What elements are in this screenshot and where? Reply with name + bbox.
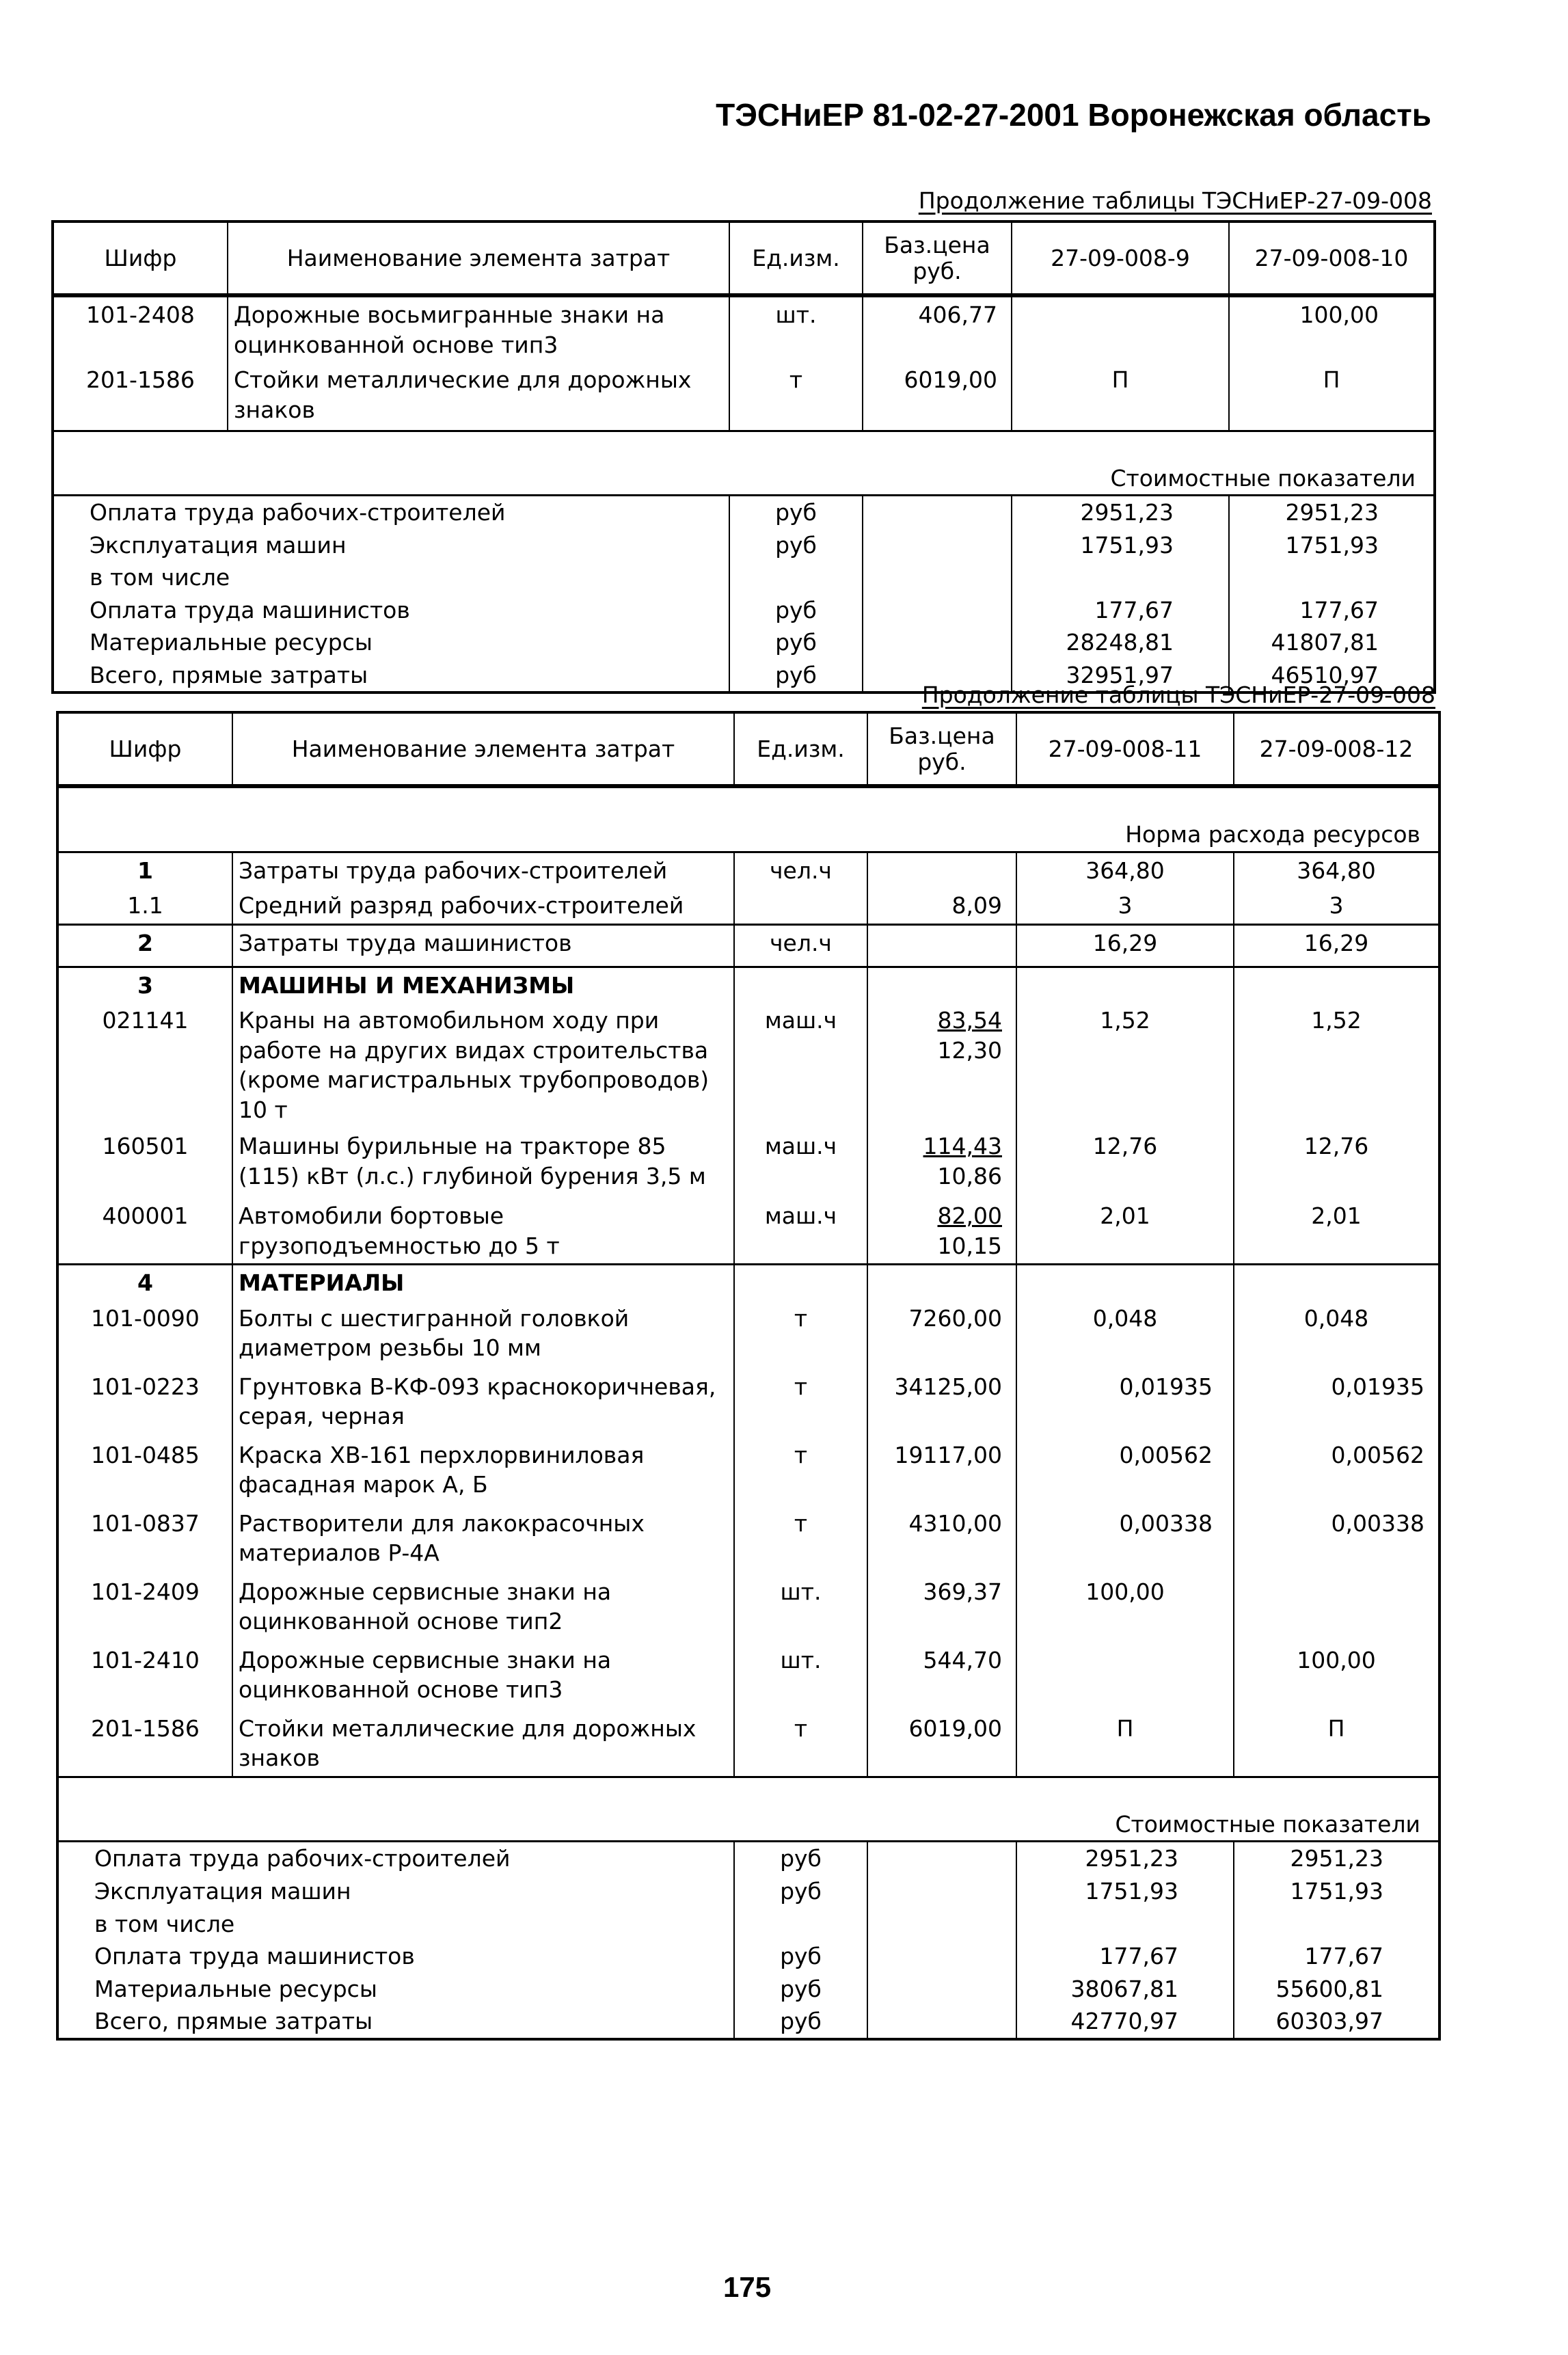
section-label-row <box>57 786 1439 852</box>
summary-variant-b: 55600,81 <box>1275 1975 1383 2002</box>
cell-code: 101-2409 <box>57 1574 232 1643</box>
cell-name: Средний разряд рабочих-строителей <box>232 888 734 924</box>
cell-unit: т <box>734 1506 867 1574</box>
cell-code: 1 <box>57 852 232 888</box>
cell-variant-b: 2,01 <box>1311 1202 1362 1230</box>
col-header-unit: Ед.изм. <box>734 712 867 786</box>
summary-name: Оплата труда рабочих-строителей <box>53 496 729 529</box>
cell-code: 2 <box>57 924 232 967</box>
table-row <box>57 888 1439 924</box>
summary-unit: руб <box>734 1973 867 2006</box>
resource-table-2 <box>56 711 1441 2041</box>
summary-row <box>57 1908 1439 1941</box>
table2-caption: Продолжение таблицы ТЭСНиЕР-27-09-008 <box>921 682 1435 708</box>
cell-unit: маш.ч <box>734 1129 867 1198</box>
summary-row <box>53 529 1435 562</box>
summary-name: Оплата труда машинистов <box>53 594 729 627</box>
cell-variant-a: 100,00 <box>1016 1574 1234 1643</box>
cell-variant-b <box>1234 1574 1439 1643</box>
section-label-row <box>57 1777 1439 1842</box>
summary-row <box>53 561 1435 594</box>
cell-unit: шт. <box>734 1574 867 1643</box>
cell-variant-b: 16,29 <box>1234 924 1439 967</box>
cell-variant-b: 100,00 <box>1299 301 1379 328</box>
summary-row <box>53 594 1435 627</box>
cell-variant-a <box>1016 1643 1234 1711</box>
summary-variant-b: 2951,23 <box>1285 499 1379 526</box>
summary-unit: руб <box>734 1875 867 1908</box>
cell-price: 6019,00 <box>863 362 1012 431</box>
table-row <box>57 1574 1439 1643</box>
summary-name: в том числе <box>53 561 729 594</box>
cell-name: Дорожные сервисные знаки на оцинкованной основе тип3 <box>232 1643 734 1711</box>
summary-name: Эксплуатация машин <box>57 1875 734 1908</box>
cell-variant-a: 0,048 <box>1016 1301 1234 1369</box>
cell-variant-a: 0,00562 <box>1016 1438 1234 1506</box>
summary-variant-b: 46510,97 <box>1271 661 1379 688</box>
summary-name: Всего, прямые затраты <box>53 659 729 693</box>
summary-row <box>53 626 1435 659</box>
summary-unit: руб <box>729 626 863 659</box>
cell-variant-a: 12,76 <box>1016 1129 1234 1198</box>
cell-price: 6019,00 <box>867 1711 1016 1777</box>
summary-name: Материальные ресурсы <box>53 626 729 659</box>
cell-price <box>867 924 1016 967</box>
table-row <box>57 1198 1439 1265</box>
cell-variant-b: 364,80 <box>1297 857 1376 884</box>
table-row <box>57 1301 1439 1369</box>
cell-variant-a: 1,52 <box>1016 1003 1234 1129</box>
col-header-price: Баз.цена руб. <box>863 221 1012 295</box>
summary-name: Эксплуатация машин <box>53 529 729 562</box>
price-total: 83,54 <box>937 1007 1002 1034</box>
cell-variant-b: 3 <box>1329 892 1344 919</box>
table-header-row <box>57 712 1439 786</box>
summary-name: Материальные ресурсы <box>57 1973 734 2006</box>
cell-price: 7260,00 <box>867 1301 1016 1369</box>
cell-price <box>867 1198 1016 1265</box>
section-label-row <box>53 431 1435 496</box>
cell-code: 160501 <box>57 1129 232 1198</box>
summary-variant-a: 177,67 <box>1016 1940 1234 1973</box>
price-wage: 12,30 <box>937 1036 1002 1064</box>
cell-variant-a <box>1012 295 1229 362</box>
col-header-variant-a: 27-09-008-11 <box>1016 712 1234 786</box>
table-row <box>57 1129 1439 1198</box>
section-label-cost-indicators: Стоимостные показатели <box>57 1777 1439 1842</box>
table-row <box>53 295 1435 362</box>
section-label-resource-norm: Норма расхода ресурсов <box>57 786 1439 852</box>
col-header-name: Наименование элемента затрат <box>228 221 729 295</box>
col-header-price: Баз.цена руб. <box>867 712 1016 786</box>
table-row <box>57 1711 1439 1777</box>
cell-code: 101-2408 <box>53 295 228 362</box>
cell-unit: маш.ч <box>734 1198 867 1265</box>
summary-unit: руб <box>734 2005 867 2039</box>
cell-price: 544,70 <box>867 1643 1016 1711</box>
cell-price <box>867 852 1016 888</box>
cell-name: Стойки металлические для дорожных знаков <box>232 1711 734 1777</box>
section-code: 3 <box>57 967 232 1003</box>
section-label-cost-indicators: Стоимостные показатели <box>53 431 1435 496</box>
summary-variant-a: 177,67 <box>1012 594 1229 627</box>
cell-variant-b: 0,00338 <box>1331 1509 1424 1537</box>
summary-variant-a: 42770,97 <box>1016 2005 1234 2039</box>
table-row <box>57 924 1439 967</box>
cell-variant-a: 16,29 <box>1016 924 1234 967</box>
table-row <box>57 1369 1439 1438</box>
cell-price <box>867 1003 1016 1129</box>
cell-unit: т <box>734 1369 867 1438</box>
cell-code: 400001 <box>57 1198 232 1265</box>
section-title: МАТЕРИАЛЫ <box>232 1265 734 1301</box>
summary-name: в том числе <box>57 1908 734 1941</box>
cell-unit: маш.ч <box>734 1003 867 1129</box>
section-heading-materials <box>57 1265 1439 1301</box>
summary-name: Всего, прямые затраты <box>57 2005 734 2039</box>
col-header-variant-a: 27-09-008-9 <box>1012 221 1229 295</box>
price-total: 82,00 <box>937 1202 1002 1230</box>
cell-price: 8,09 <box>867 888 1016 924</box>
cell-unit: т <box>734 1711 867 1777</box>
cell-variant-a: П <box>1012 362 1229 431</box>
cell-name: Грунтовка В-КФ-093 краснокоричневая, серая, черная <box>232 1369 734 1438</box>
cell-variant-b: 12,76 <box>1303 1133 1369 1160</box>
summary-row <box>57 1973 1439 2006</box>
summary-variant-a: 38067,81 <box>1016 1973 1234 2006</box>
summary-row <box>53 496 1435 529</box>
resource-table-1 <box>51 220 1436 694</box>
col-header-name: Наименование элемента затрат <box>232 712 734 786</box>
cell-code: 101-2410 <box>57 1643 232 1711</box>
summary-row-total <box>57 2005 1439 2039</box>
col-header-unit: Ед.изм. <box>729 221 863 295</box>
price-wage: 10,15 <box>937 1232 1002 1259</box>
section-heading-machines <box>57 967 1439 1003</box>
section-title: МАШИНЫ И МЕХАНИЗМЫ <box>232 967 734 1003</box>
cell-price: 19117,00 <box>867 1438 1016 1506</box>
summary-variant-b: 60303,97 <box>1275 2008 1383 2035</box>
summary-unit: руб <box>729 529 863 562</box>
cell-code: 101-0485 <box>57 1438 232 1506</box>
cell-variant-a: П <box>1016 1711 1234 1777</box>
cell-unit: шт. <box>734 1643 867 1711</box>
cell-name: Растворители для лакокрасочных материалов Р-4А <box>232 1506 734 1574</box>
table-header-row <box>53 221 1435 295</box>
col-header-code: Шифр <box>57 712 232 786</box>
summary-variant-b: 177,67 <box>1304 1943 1383 1970</box>
cell-code: 021141 <box>57 1003 232 1129</box>
cell-name: Болты с шестигранной головкой диаметром резьбы 10 мм <box>232 1301 734 1369</box>
table-row <box>57 852 1439 888</box>
summary-unit: руб <box>734 1940 867 1973</box>
summary-variant-b: 1751,93 <box>1290 1878 1383 1905</box>
col-header-variant-b: 27-09-008-10 <box>1229 221 1435 295</box>
summary-variant-b: 1751,93 <box>1285 531 1379 559</box>
cell-price: 34125,00 <box>867 1369 1016 1438</box>
cell-code: 101-0837 <box>57 1506 232 1574</box>
cell-code: 101-0090 <box>57 1301 232 1369</box>
summary-unit: руб <box>729 496 863 529</box>
col-header-code: Шифр <box>53 221 228 295</box>
cell-variant-a: 0,01935 <box>1016 1369 1234 1438</box>
summary-row <box>57 1842 1439 1875</box>
cell-variant-b: 0,048 <box>1303 1304 1369 1332</box>
summary-name: Оплата труда рабочих-строителей <box>57 1842 734 1875</box>
summary-variant-a: 1751,93 <box>1012 529 1229 562</box>
summary-variant-b: 41807,81 <box>1271 629 1379 656</box>
cell-variant-b: П <box>1327 1714 1345 1742</box>
table-row <box>57 1438 1439 1506</box>
table1-caption: Продолжение таблицы ТЭСНиЕР-27-09-008 <box>918 187 1432 214</box>
summary-variant-a: 28248,81 <box>1012 626 1229 659</box>
cell-variant-a: 0,00338 <box>1016 1506 1234 1574</box>
table-row <box>57 1506 1439 1574</box>
cell-code: 201-1586 <box>53 362 228 431</box>
cell-unit: т <box>729 362 863 431</box>
cell-code: 101-0223 <box>57 1369 232 1438</box>
summary-variant-a: 32951,97 <box>1012 659 1229 693</box>
cell-price: 369,37 <box>867 1574 1016 1643</box>
cell-variant-b: П <box>1323 366 1340 394</box>
cell-code: 201-1586 <box>57 1711 232 1777</box>
cell-unit <box>734 888 867 924</box>
table-row <box>53 362 1435 431</box>
cell-unit: чел.ч <box>734 852 867 888</box>
summary-name: Оплата труда машинистов <box>57 1940 734 1973</box>
page-number: 175 <box>723 2271 772 2303</box>
cell-price: 4310,00 <box>867 1506 1016 1574</box>
cell-variant-b: 0,01935 <box>1331 1373 1424 1400</box>
cell-name: Стойки металлические для дорожных знаков <box>228 362 729 431</box>
price-total: 114,43 <box>923 1133 1002 1160</box>
cell-name: Затраты труда машинистов <box>232 924 734 967</box>
table-row <box>57 1643 1439 1711</box>
cell-variant-b: 1,52 <box>1311 1007 1362 1034</box>
col-header-variant-b: 27-09-008-12 <box>1234 712 1439 786</box>
cell-unit: т <box>734 1301 867 1369</box>
cell-price: 406,77 <box>863 295 1012 362</box>
cell-price <box>867 1129 1016 1198</box>
summary-row <box>57 1875 1439 1908</box>
summary-unit: руб <box>729 594 863 627</box>
cell-name: Машины бурильные на тракторе 85 (115) кВт (л.с.) глубиной бурения 3,5 м <box>232 1129 734 1198</box>
summary-row <box>57 1940 1439 1973</box>
cell-unit: т <box>734 1438 867 1506</box>
cell-variant-a: 364,80 <box>1016 852 1234 888</box>
table-row <box>57 1003 1439 1129</box>
summary-variant-a: 2951,23 <box>1016 1842 1234 1875</box>
summary-unit: руб <box>729 659 863 693</box>
cell-name: Краны на автомобильном ходу при работе на других видах строительства (кроме магистральных трубопроводов) 10 т <box>232 1003 734 1129</box>
section-code: 4 <box>57 1265 232 1301</box>
cell-variant-a: 2,01 <box>1016 1198 1234 1265</box>
cell-name: Затраты труда рабочих-строителей <box>232 852 734 888</box>
cell-variant-a: 3 <box>1016 888 1234 924</box>
cell-name: Дорожные сервисные знаки на оцинкованной основе тип2 <box>232 1574 734 1643</box>
cell-code: 1.1 <box>57 888 232 924</box>
cell-name: Дорожные восьмигранные знаки на оцинкованной основе тип3 <box>228 295 729 362</box>
summary-unit: руб <box>734 1842 867 1875</box>
summary-variant-a: 2951,23 <box>1012 496 1229 529</box>
document-header-title: ТЭСНиЕР 81-02-27-2001 Воронежская область <box>716 97 1431 133</box>
cell-variant-b: 100,00 <box>1297 1646 1376 1673</box>
cell-variant-b: 0,00562 <box>1331 1441 1424 1468</box>
price-wage: 10,86 <box>937 1162 1002 1189</box>
cell-name: Автомобили бортовые грузоподъемностью до 5 т <box>232 1198 734 1265</box>
summary-variant-a: 1751,93 <box>1016 1875 1234 1908</box>
summary-variant-b: 177,67 <box>1299 596 1379 623</box>
cell-unit: чел.ч <box>734 924 867 967</box>
summary-variant-b: 2951,23 <box>1290 1845 1383 1872</box>
cell-unit: шт. <box>729 295 863 362</box>
cell-name: Краска ХВ-161 перхлорвиниловая фасадная марок А, Б <box>232 1438 734 1506</box>
